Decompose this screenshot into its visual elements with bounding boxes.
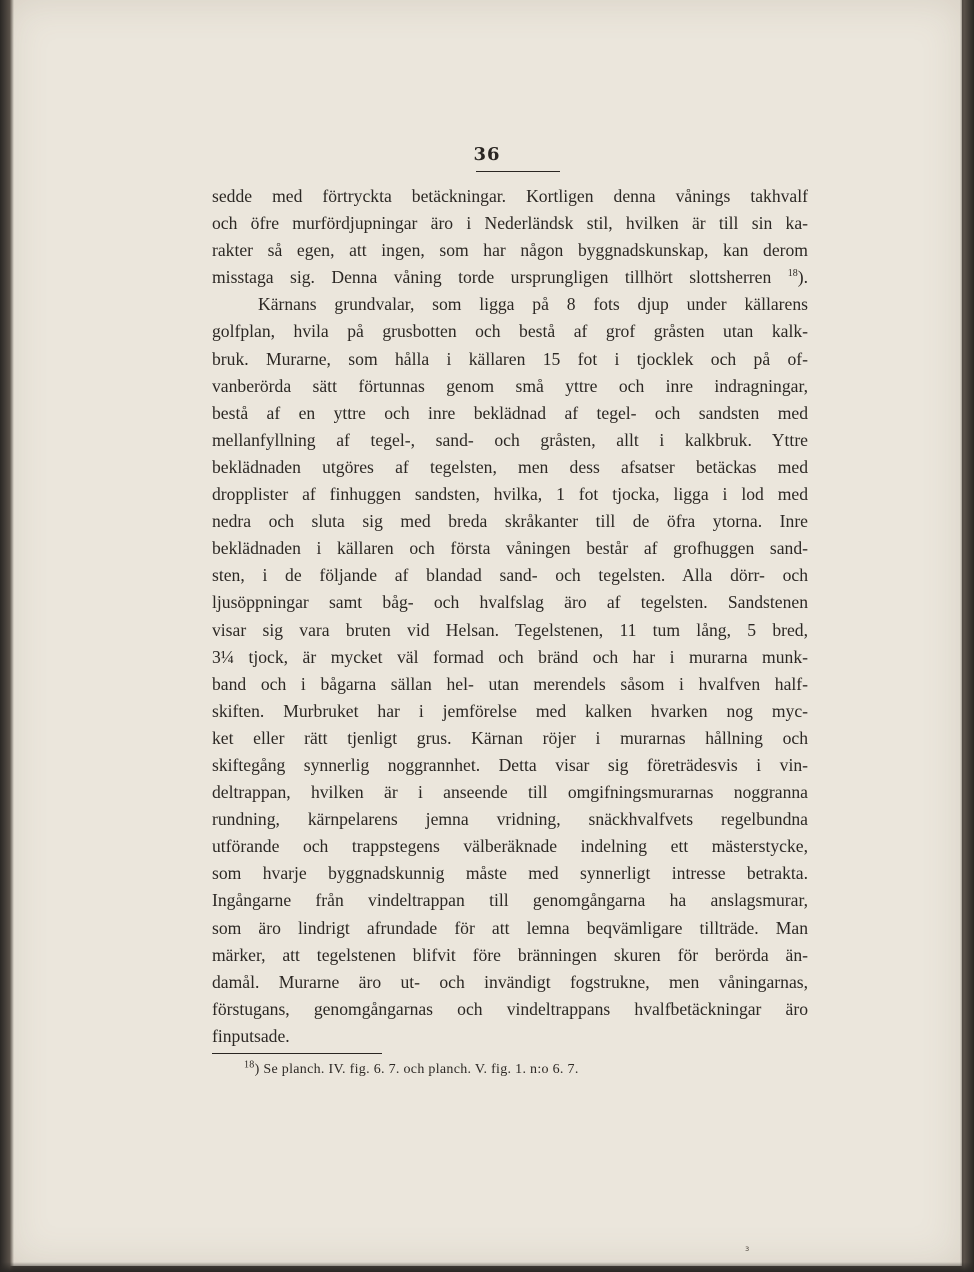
text-line: skiftegång synnerlig noggrannhet. Detta visar sig företrädesvis i vin- <box>212 754 808 775</box>
text-line: golfplan, hvila på grusbotten och bestå af grof gråsten utan kalk- <box>212 321 808 342</box>
text-line: ket eller rätt tjenligt grus. Kärnan röjer i murarnas hållning och <box>212 727 808 748</box>
text-line: nedra och sluta sig med breda skråkanter till de öfra ytorna. Inre <box>212 511 808 532</box>
page-speck: ɜ <box>745 1244 750 1253</box>
text-line: och öfre murfördjupningar äro i Nederländsk stil, hvilken är till sin ka- <box>212 213 808 234</box>
text-line: damål. Murarne äro ut- och invändigt fogstrukne, men våningarnas, <box>212 971 808 992</box>
text-line: rakter så egen, att ingen, som har någon byggnadskunskap, kan derom <box>212 240 808 261</box>
text-line: vanberörda sätt förtunnas genom små yttre och inre indragningar, <box>212 375 808 396</box>
text-line: beklädnaden i källaren och första våningen består af grofhuggen sand- <box>212 538 808 559</box>
footnote-reference: 18 <box>787 268 798 280</box>
page-number-rule <box>476 171 560 172</box>
footnote-rule <box>212 1053 382 1054</box>
text-line-content: misstaga sig. Denna våning torde ursprungligen tillhört slottsherren <box>212 267 772 288</box>
text-line: 3¼ tjock, är mycket väl formad och bränd och har i murarna munk- <box>212 646 808 667</box>
text-line: sten, i de följande af blandad sand- och tegelsten. Alla dörr- och <box>212 565 808 586</box>
text-line: bestå af en yttre och inre beklädnad af tegel- och sandsten med <box>212 402 808 423</box>
text-line: deltrappan, hvilken är i anseende till omgifningsmurarnas noggranna <box>212 782 808 803</box>
text-line: som hvarje byggnadskunnig måste med synnerligt intresse betrakta. <box>212 863 808 884</box>
text-line: sedde med förtryckta betäckningar. Kortligen denna vånings takhvalf <box>212 186 808 206</box>
text-line: skiften. Murbruket har i jemförelse med kalken hvarken nog myc- <box>212 700 808 721</box>
page-edge-bottom <box>0 1262 974 1272</box>
text-line: mellanfyllning af tegel-, sand- och gråsten, allt i kalkbruk. Yttre <box>212 429 808 450</box>
page-number: 36 <box>473 144 501 165</box>
text-line: märker, att tegelstenen blifvit före bränningen skuren för berörda än- <box>212 944 808 965</box>
text-line: dropplister af finhuggen sandsten, hvilka, 1 fot tjocka, ligga i lod med <box>212 484 808 505</box>
footnote <box>244 1059 579 1078</box>
text-line: rundning, kärnpelarens jemna vridning, snäckhvalfvets regelbundna <box>212 809 808 830</box>
text-line: Kärnans grundvalar, som ligga på 8 fots djup under källarens <box>258 294 808 315</box>
text-line: förstugans, genomgångarnas och vindeltrappans hvalfbetäckningar äro <box>212 998 808 1019</box>
page-edge-right <box>960 0 974 1272</box>
text-line: utförande och trappstegens välberäknade indelning ett mästerstycke, <box>212 836 808 857</box>
text-line: Ingångarne från vindeltrappan till genomgångarna ha anslagsmurar, <box>212 890 808 911</box>
text-line: beklädnaden utgöres af tegelsten, men dess afsatser betäckas med <box>212 456 808 477</box>
body-text <box>212 183 808 1050</box>
text-line: bruk. Murarne, som hålla i källaren 15 fot i tjocklek och på of- <box>212 348 808 369</box>
page-edge-left <box>0 0 14 1272</box>
text-line: finputsade. <box>212 1025 290 1046</box>
footnote-marker: 18 <box>244 1059 255 1071</box>
text-line: som äro lindrigt afrundade för att lemna beqvämligare tillträde. Man <box>212 917 808 938</box>
text-line-with-footnote <box>212 264 808 291</box>
text-line: band och i bågarna sällan hel- utan merendels såsom i hvalfven half- <box>212 673 808 694</box>
text-line: visar sig vara bruten vid Helsan. Tegelstenen, 11 tum lång, 5 bred, <box>212 619 808 640</box>
footnote-text: ) Se planch. IV. fig. 6. 7. och planch. V. fig. 1. n:o 6. 7. <box>254 1062 579 1077</box>
text-line: ljusöppningar samt båg- och hvalfslag äro af tegelsten. Sandstenen <box>212 592 808 613</box>
text-line-closing: ). <box>797 267 808 288</box>
